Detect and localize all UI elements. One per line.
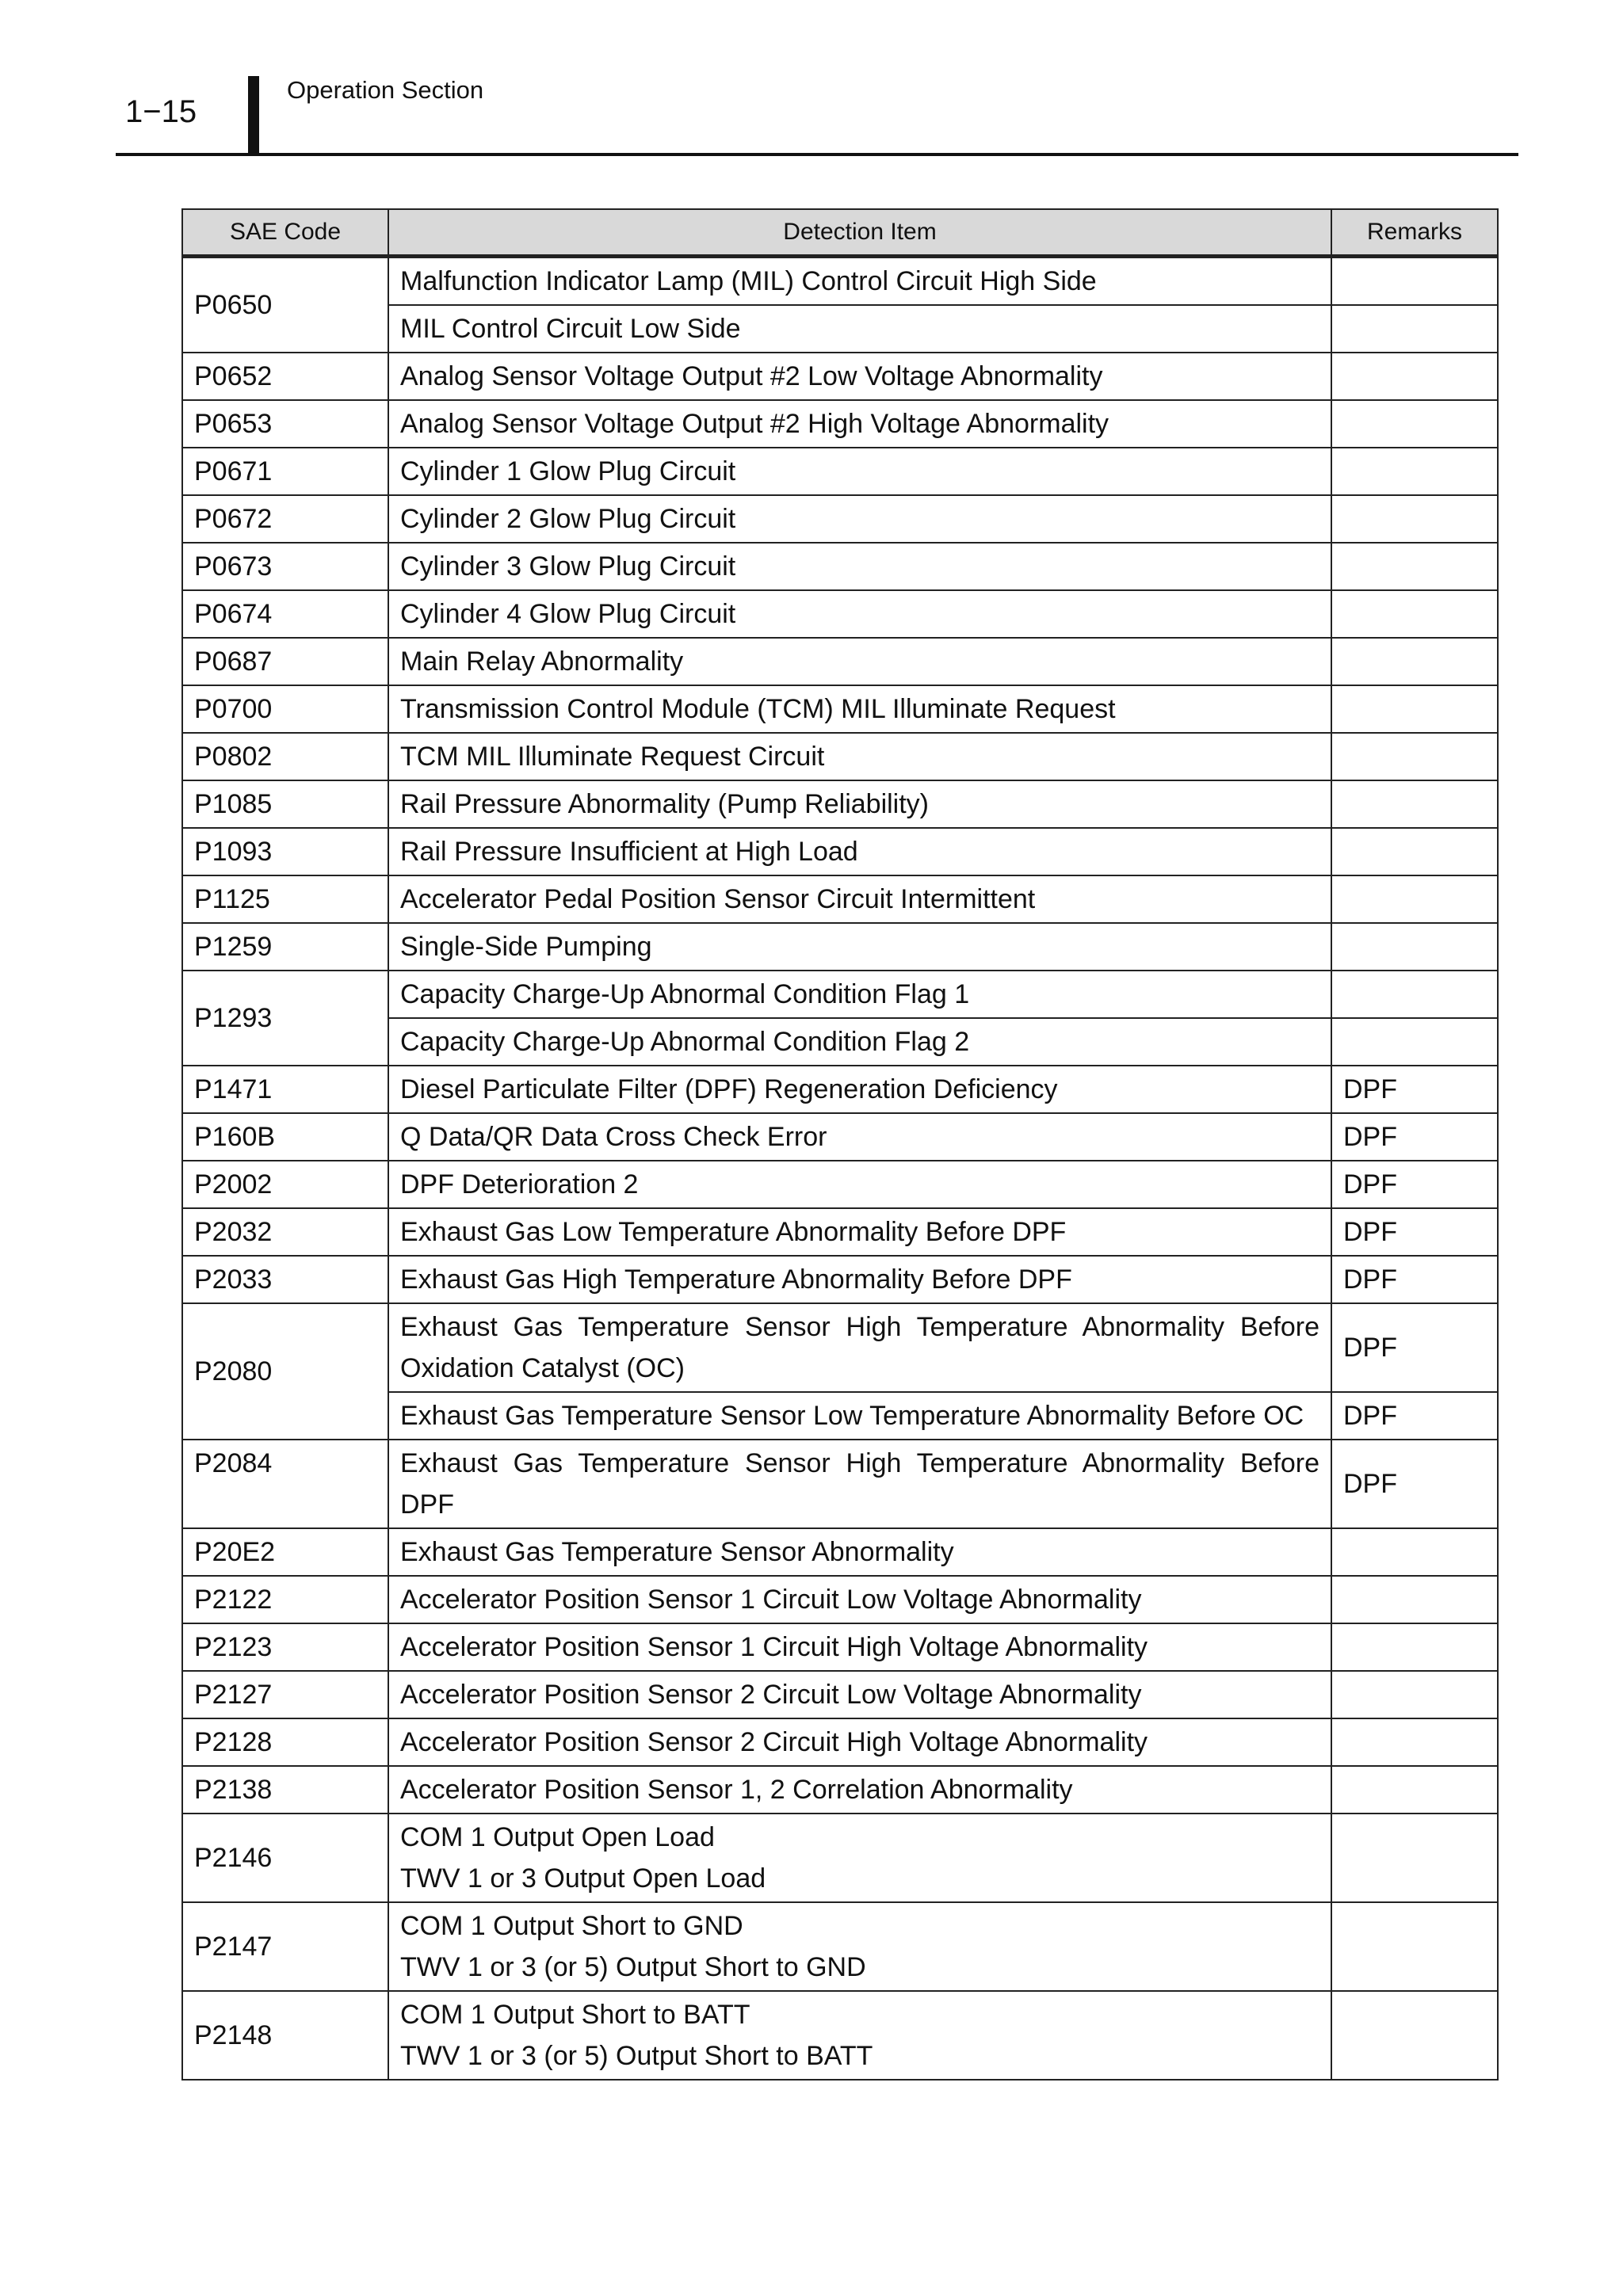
sae-code-cell: P2128 [182,1718,388,1766]
detection-item-cell: Capacity Charge-Up Abnormal Condition Flag 2 [388,1018,1331,1066]
sae-code-cell: P2032 [182,1208,388,1256]
remarks-cell [1331,1576,1498,1623]
table-row [182,1161,1498,1208]
table-row [182,780,1498,828]
table-row [182,1623,1498,1671]
detection-item-cell: Diesel Particulate Filter (DPF) Regeneration Deficiency [388,1066,1331,1113]
detection-item-cell: Transmission Control Module (TCM) MIL Illuminate Request [388,685,1331,733]
table-row [182,543,1498,590]
detection-item-cell: Exhaust Gas Temperature Sensor High Temperature Abnormality Before Oxidation Catalyst (OC) [388,1303,1331,1392]
remarks-cell [1331,590,1498,638]
detection-item-cell: Rail Pressure Insufficient at High Load [388,828,1331,875]
detection-item-cell: Accelerator Position Sensor 1, 2 Correlation Abnormality [388,1766,1331,1814]
table-row [182,828,1498,875]
remarks-cell [1331,1991,1498,2080]
detection-item-cell: Q Data/QR Data Cross Check Error [388,1113,1331,1161]
detection-item-cell: Exhaust Gas Temperature Sensor High Temperature Abnormality Before DPF [388,1440,1331,1528]
sae-code-cell: P2080 [182,1303,388,1440]
detection-item-line: TWV 1 or 3 Output Open Load [400,1863,766,1894]
remarks-cell: DPF [1331,1066,1498,1113]
sae-code-cell: P0674 [182,590,388,638]
detection-item-cell: MIL Control Circuit Low Side [388,305,1331,353]
remarks-cell: DPF [1331,1256,1498,1303]
detection-item-cell: Accelerator Position Sensor 1 Circuit High Voltage Abnormality [388,1623,1331,1671]
table-row [182,875,1498,923]
table-row [182,1814,1498,1902]
sae-code-cell: P2033 [182,1256,388,1303]
table-row [182,353,1498,400]
column-header-remarks: Remarks [1331,209,1498,257]
remarks-cell [1331,1018,1498,1066]
detection-item-cell: Exhaust Gas Temperature Sensor Abnormality [388,1528,1331,1576]
table-header [182,209,1498,257]
remarks-cell [1331,1814,1498,1902]
detection-item-cell [388,1991,1331,2080]
table-row [182,257,1498,306]
remarks-cell [1331,257,1498,306]
sae-code-cell: P2084 [182,1440,388,1528]
sae-code-cell: P2127 [182,1671,388,1718]
remarks-cell [1331,353,1498,400]
remarks-cell [1331,828,1498,875]
remarks-cell [1331,495,1498,543]
table-row [182,971,1498,1018]
detection-item-cell: Rail Pressure Abnormality (Pump Reliability) [388,780,1331,828]
sae-code-cell: P2146 [182,1814,388,1902]
header-bar-divider [248,76,259,154]
table-row [182,1066,1498,1113]
detection-item-cell: Cylinder 3 Glow Plug Circuit [388,543,1331,590]
detection-item-cell: Cylinder 1 Glow Plug Circuit [388,448,1331,495]
remarks-cell [1331,638,1498,685]
sae-code-cell: P0687 [182,638,388,685]
sae-code-cell: P0673 [182,543,388,590]
detection-item-cell: Main Relay Abnormality [388,638,1331,685]
remarks-cell [1331,923,1498,971]
table-row [182,495,1498,543]
detection-item-line: TWV 1 or 3 (or 5) Output Short to BATT [400,2041,873,2071]
remarks-cell [1331,1671,1498,1718]
remarks-cell [1331,305,1498,353]
remarks-cell [1331,543,1498,590]
table-row [182,448,1498,495]
sae-code-cell: P1085 [182,780,388,828]
remarks-cell: DPF [1331,1113,1498,1161]
remarks-cell [1331,875,1498,923]
detection-item-cell: Accelerator Pedal Position Sensor Circuit Intermittent [388,875,1331,923]
sae-code-cell: P2122 [182,1576,388,1623]
table-row [182,1528,1498,1576]
detection-item-line: COM 1 Output Short to GND [400,1911,743,1941]
sae-code-cell: P2147 [182,1902,388,1991]
page-number: 1−15 [125,94,197,129]
table-row [182,1440,1498,1528]
detection-item-cell: Accelerator Position Sensor 2 Circuit High Voltage Abnormality [388,1718,1331,1766]
sae-code-cell: P0653 [182,400,388,448]
sae-code-cell: P1259 [182,923,388,971]
detection-item-cell: Cylinder 4 Glow Plug Circuit [388,590,1331,638]
table-row [182,733,1498,780]
sae-code-cell: P1125 [182,875,388,923]
table-row [182,923,1498,971]
table-row [182,1718,1498,1766]
sae-code-cell: P0652 [182,353,388,400]
detection-item-cell: Analog Sensor Voltage Output #2 Low Voltage Abnormality [388,353,1331,400]
sae-code-cell: P2002 [182,1161,388,1208]
remarks-cell: DPF [1331,1303,1498,1392]
column-header-sae-code: SAE Code [182,209,388,257]
sae-code-cell: P0672 [182,495,388,543]
detection-item-cell: Malfunction Indicator Lamp (MIL) Control Circuit High Side [388,257,1331,306]
table-row [182,1991,1498,2080]
detection-item-cell: TCM MIL Illuminate Request Circuit [388,733,1331,780]
remarks-cell [1331,1623,1498,1671]
sae-code-table [181,208,1499,2081]
detection-item-cell: Accelerator Position Sensor 1 Circuit Low Voltage Abnormality [388,1576,1331,1623]
table-row [182,1902,1498,1991]
table-body [182,257,1498,2081]
detection-item-cell: Exhaust Gas High Temperature Abnormality Before DPF [388,1256,1331,1303]
sae-code-cell: P0802 [182,733,388,780]
detection-item-cell [388,1902,1331,1991]
table-row [182,1576,1498,1623]
detection-item-cell: DPF Deterioration 2 [388,1161,1331,1208]
remarks-cell [1331,1766,1498,1814]
detection-item-line: COM 1 Output Short to BATT [400,2000,750,2030]
table-row [182,1256,1498,1303]
table-row [182,685,1498,733]
remarks-cell: DPF [1331,1392,1498,1440]
sae-code-cell: P1093 [182,828,388,875]
remarks-cell [1331,971,1498,1018]
table-row [182,638,1498,685]
sae-code-cell: P1293 [182,971,388,1066]
remarks-cell: DPF [1331,1161,1498,1208]
sae-code-cell: P0671 [182,448,388,495]
remarks-cell [1331,685,1498,733]
table-row [182,590,1498,638]
sae-code-cell: P0650 [182,257,388,353]
table-row [182,1303,1498,1392]
table-row [182,400,1498,448]
section-title: Operation Section [287,76,484,104]
sae-code-cell: P20E2 [182,1528,388,1576]
detection-item-cell: Cylinder 2 Glow Plug Circuit [388,495,1331,543]
sae-code-cell: P2148 [182,1991,388,2080]
header-rule [116,153,1518,156]
detection-item-cell: Capacity Charge-Up Abnormal Condition Flag 1 [388,971,1331,1018]
detection-item-cell: Accelerator Position Sensor 2 Circuit Low Voltage Abnormality [388,1671,1331,1718]
table-row [182,1766,1498,1814]
sae-code-cell: P2138 [182,1766,388,1814]
table-row [182,1113,1498,1161]
sae-code-cell: P2123 [182,1623,388,1671]
detection-item-cell [388,1814,1331,1902]
remarks-cell [1331,780,1498,828]
remarks-cell [1331,400,1498,448]
detection-item-cell: Exhaust Gas Temperature Sensor Low Temperature Abnormality Before OC [388,1392,1331,1440]
sae-code-cell: P1471 [182,1066,388,1113]
detection-item-line: COM 1 Output Open Load [400,1822,715,1852]
remarks-cell [1331,733,1498,780]
detection-item-cell: Single-Side Pumping [388,923,1331,971]
remarks-cell: DPF [1331,1208,1498,1256]
remarks-cell [1331,1528,1498,1576]
sae-code-cell: P0700 [182,685,388,733]
remarks-cell: DPF [1331,1440,1498,1528]
remarks-cell [1331,1902,1498,1991]
remarks-cell [1331,448,1498,495]
detection-item-cell: Analog Sensor Voltage Output #2 High Voltage Abnormality [388,400,1331,448]
sae-code-cell: P160B [182,1113,388,1161]
detection-item-cell: Exhaust Gas Low Temperature Abnormality Before DPF [388,1208,1331,1256]
table-row [182,1671,1498,1718]
detection-item-line: TWV 1 or 3 (or 5) Output Short to GND [400,1952,866,1982]
remarks-cell [1331,1718,1498,1766]
table-row [182,1208,1498,1256]
column-header-detection-item: Detection Item [388,209,1331,257]
